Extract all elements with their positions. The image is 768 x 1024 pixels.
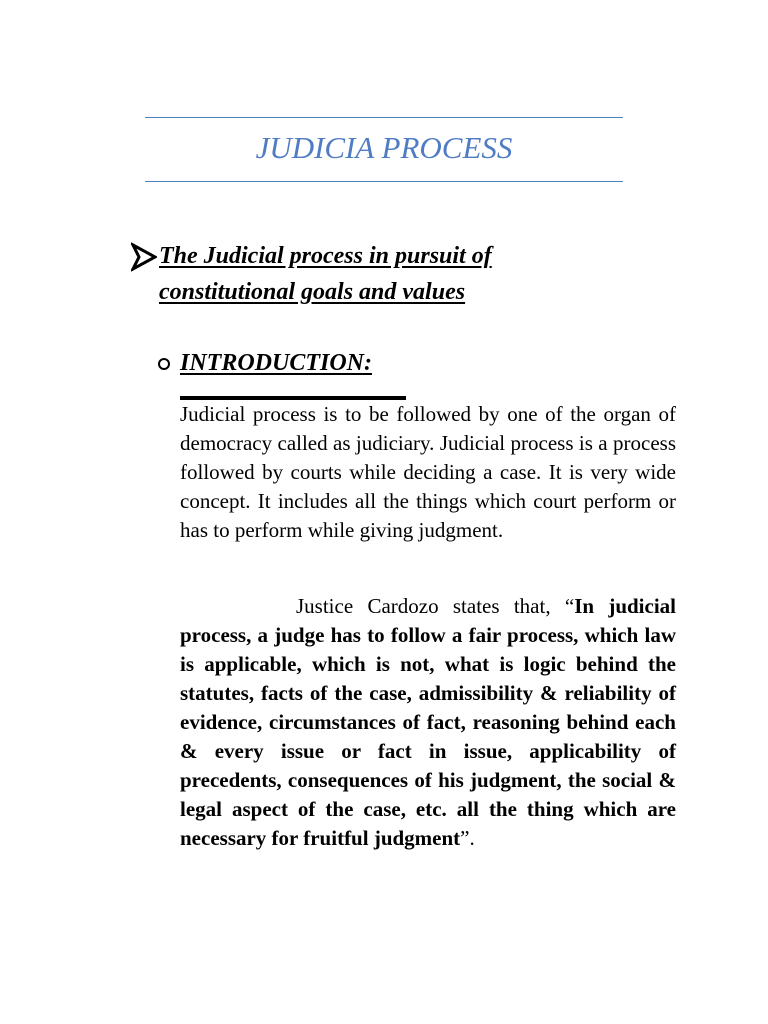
paragraph-cardozo-quote <box>180 592 676 853</box>
introduction-label: INTRODUCTION: <box>180 350 372 376</box>
document-title: JUDICIA PROCESS <box>255 130 513 165</box>
section-heading <box>131 238 691 310</box>
title-rule-top <box>145 117 623 118</box>
quote-close: ”. <box>460 826 475 850</box>
quote-text: In judicial process, a judge has to follow a fair process, which law is applicable, which is not, what is logic behind the statutes, facts of the case, admissibility & reliability of evidence, circumstances of fact, reasoning behind each & every issue or fact in issue, applicability of precedents, consequences of his judgment, the social & legal aspect of the case, etc. all the thing which are necessary for fruitful judgment <box>180 594 677 850</box>
section-heading-line2: constitutional goals and values <box>159 279 466 305</box>
paragraph-introduction: Judicial process is to be followed by one of the organ of democracy called as judiciary. Judicial process is a process followed by courts while deciding a case. It is very wide concept. It includes all the things which court perform or has to perform while giving judgment. <box>180 402 676 542</box>
circle-bullet-icon <box>158 358 170 370</box>
section-heading-line1: The Judicial process in pursuit of <box>159 243 492 269</box>
title-rule-bottom <box>145 181 623 182</box>
arrowhead-bullet-icon <box>131 242 157 272</box>
quote-lead: Justice Cardozo states that, “ <box>296 594 575 618</box>
